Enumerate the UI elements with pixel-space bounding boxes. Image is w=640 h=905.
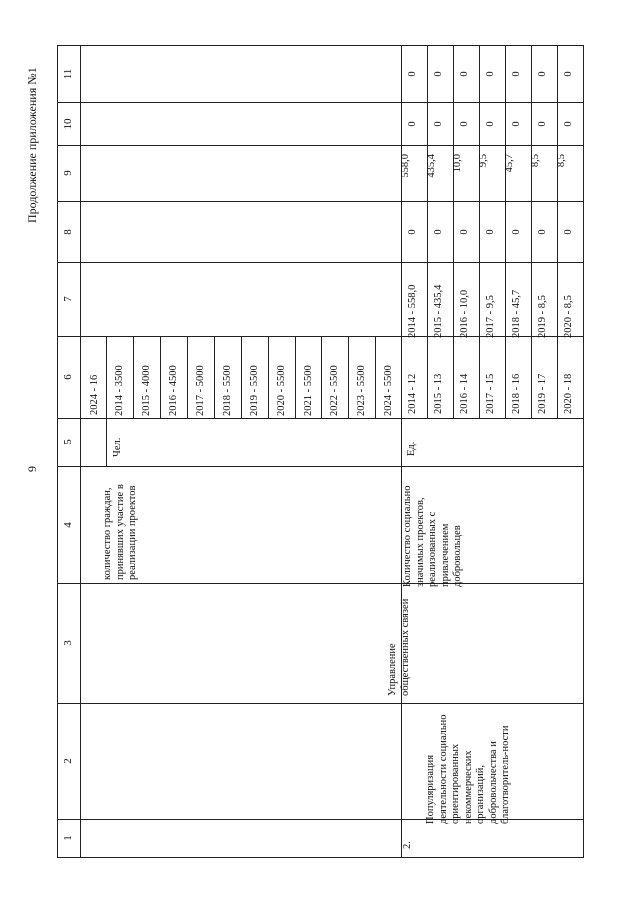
list-item: 2014 - 3500 <box>114 365 125 416</box>
continuation-title: Продолжение приложения №1 <box>25 67 39 223</box>
row2-responsible: Управление общественных связей <box>387 598 411 696</box>
list-item: 0 <box>563 229 574 235</box>
list-item: 2015 - 13 <box>433 373 444 414</box>
list-item: 0 <box>485 71 496 77</box>
list-item: 0 <box>511 71 522 77</box>
list-item: 8,5 <box>556 154 567 168</box>
list-item: 0 <box>433 71 444 77</box>
list-item: 0 <box>563 121 574 127</box>
page-number: 9 <box>25 466 39 472</box>
list-item: 0 <box>433 229 444 235</box>
col-header-1: 1 <box>62 835 74 841</box>
list-item: 8,5 <box>530 154 541 168</box>
list-item: 9,5 <box>478 154 489 168</box>
list-item: 0 <box>407 71 418 77</box>
list-item: 0 <box>511 121 522 127</box>
list-item: 45,7 <box>504 154 515 173</box>
list-item: 2019 - 5500 <box>249 365 260 416</box>
list-item: 2017 - 9,5 <box>485 295 496 338</box>
list-item: 2019 - 8,5 <box>537 295 548 338</box>
list-item: 0 <box>459 121 470 127</box>
list-item: 2016 - 10,0 <box>459 289 470 338</box>
list-item: 2016 - 4500 <box>168 365 179 416</box>
list-item: 0 <box>433 121 444 127</box>
row2-unit: Ед. <box>406 441 417 456</box>
col-header-4: 4 <box>62 522 74 528</box>
row2-indicator: Количество социально значимых проектов, реализованных с привлечением добровольцев <box>402 485 463 587</box>
list-item: 2015 - 435,4 <box>433 284 444 338</box>
col-header-11: 11 <box>62 68 74 80</box>
list-item: 2024 - 5500 <box>383 365 394 416</box>
list-item: 2023 - 5500 <box>356 365 367 416</box>
row2-name: Популяризация деятельности социально ориентированных некоммерческих организаций, добровольчества и благотворитель-ности <box>425 714 511 824</box>
list-item: 2018 - 16 <box>511 373 522 414</box>
col-header-9: 9 <box>62 170 74 176</box>
col-header-3: 3 <box>62 640 74 646</box>
prev-unit: Чел. <box>112 437 123 457</box>
list-item: 2020 - 5500 <box>276 365 287 416</box>
list-item: 0 <box>537 121 548 127</box>
list-item: 0 <box>407 229 418 235</box>
list-item: 558,0 <box>400 154 411 178</box>
list-item: 2020 - 8,5 <box>563 295 574 338</box>
list-item: 0 <box>459 71 470 77</box>
list-item: 2014 - 12 <box>407 373 418 414</box>
row2-number: 2. <box>402 841 413 849</box>
list-item: 2022 - 5500 <box>329 365 340 416</box>
list-item: 0 <box>459 229 470 235</box>
list-item: 2021 - 5500 <box>303 365 314 416</box>
list-item: 2018 - 45,7 <box>511 289 522 338</box>
list-item: 0 <box>407 121 418 127</box>
col-header-5: 5 <box>62 439 74 445</box>
col-header-8: 8 <box>62 229 74 235</box>
prev-indicator: количество граждан, принявших участие в реализации проектов <box>102 484 138 580</box>
list-item: 0 <box>485 229 496 235</box>
list-item: 0 <box>537 229 548 235</box>
prev-col6-2024: 2024 - 16 <box>89 374 100 415</box>
list-item: 2019 - 17 <box>537 373 548 414</box>
list-item: 2017 - 5000 <box>195 365 206 416</box>
list-item: 2014 - 558,0 <box>407 284 418 338</box>
list-item: 2018 - 5500 <box>222 365 233 416</box>
list-item: 0 <box>485 121 496 127</box>
list-item: 2020 - 18 <box>563 373 574 414</box>
list-item: 2015 - 4000 <box>141 365 152 416</box>
col-header-6: 6 <box>62 374 74 380</box>
list-item: 435,4 <box>426 154 437 178</box>
col-header-10: 10 <box>62 118 74 130</box>
list-item: 0 <box>537 71 548 77</box>
list-item: 0 <box>563 71 574 77</box>
list-item: 0 <box>511 229 522 235</box>
col-header-2: 2 <box>62 758 74 764</box>
col-header-7: 7 <box>62 296 74 302</box>
list-item: 2017 - 15 <box>485 373 496 414</box>
list-item: 2016 - 14 <box>459 373 470 414</box>
list-item: 10,0 <box>452 154 463 173</box>
